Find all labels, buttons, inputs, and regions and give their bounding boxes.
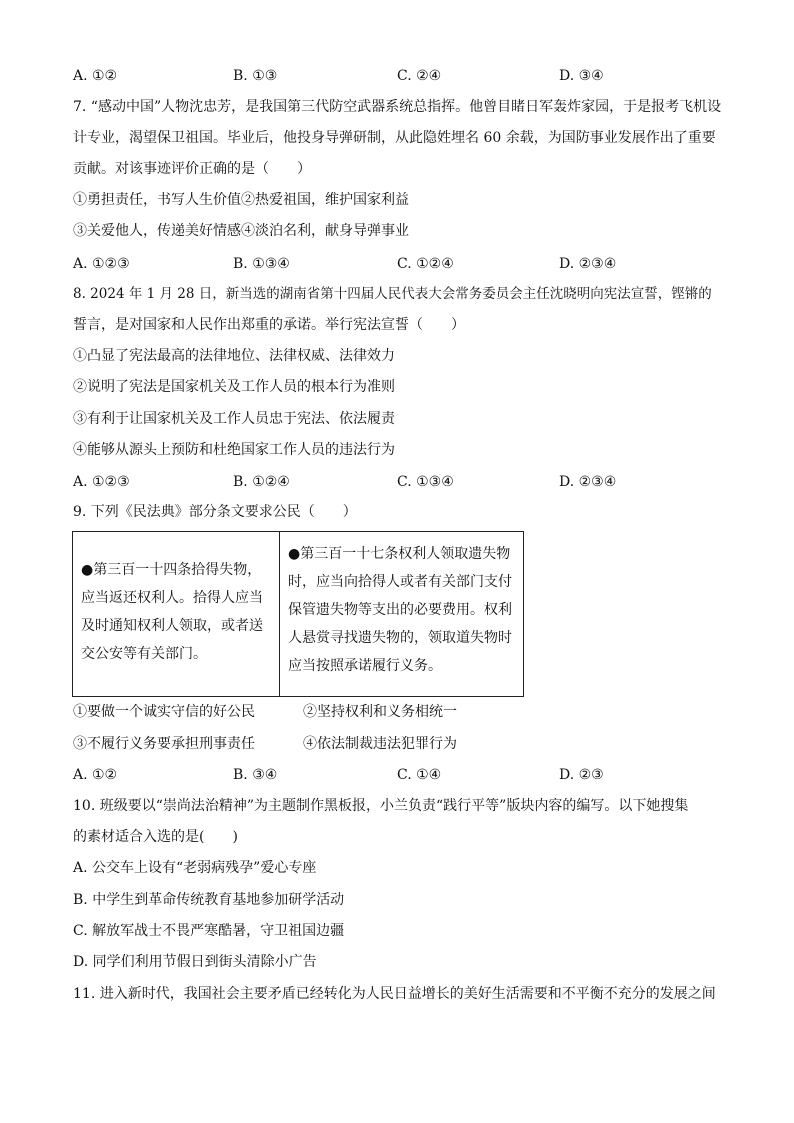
q9-options — [73, 765, 723, 785]
q8-statement-4: ④能够从源头上预防和杜绝国家工作人员的违法行为 — [73, 442, 395, 458]
q9-statement-2: ②坚持权利和义务相统一 — [303, 704, 457, 720]
q8-option-c: C. ①③④ — [397, 474, 454, 490]
q6-option-b: B. ①③ — [233, 68, 278, 84]
q10-choice-b: B. 中学生到革命传统教育基地参加研学活动 — [73, 892, 345, 908]
q8-statement-2: ②说明了宪法是国家机关及工作人员的根本行为准则 — [73, 379, 395, 395]
article-317-cell: ●第三百一十七条权利人领取遗失物时，应当向拾得人或者有关部门支付保管遗失物等支出的必要费用。权利人悬赏寻找遗失物的，领取道失物时应当按照承诺履行义务。 — [280, 532, 524, 697]
q9-option-a: A. ①② — [73, 767, 118, 783]
q10-choice-a: A. 公交车上设有“老弱病残孕”爱心专座 — [73, 860, 317, 876]
q8-statement-3: ③有利于让国家机关及工作人员忠于宪法、依法履责 — [73, 411, 395, 427]
q8-options — [73, 472, 723, 492]
q10-choice-d: D. 同学们利用节假日到街头清除小广告 — [73, 954, 317, 970]
q8-stem-line-2: 誓言，是对国家和人民作出郑重的承诺。举行宪法宣誓（ ） — [73, 317, 465, 333]
q9-statements-row-2 — [73, 734, 723, 754]
q9-statement-3: ③不履行义务要承担刑事责任 — [73, 736, 255, 752]
q8-stem-line-1: 8. 2024 年 1 月 28 日，新当选的湖南省第十四届人民代表大会常务委员会主任沈晓明向宪法宣誓，铿锵的 — [73, 286, 712, 302]
q7-option-b: B. ①③④ — [233, 256, 290, 272]
q8-statement-1: ①凸显了宪法最高的法律地位、法律权威、法律效力 — [73, 348, 395, 364]
q9-option-b: B. ③④ — [233, 767, 278, 783]
q10-stem-line-1: 10. 班级要以“崇尚法治精神”为主题制作黑板报，小兰负责“践行平等”版块内容的编写。以下她搜集 — [73, 798, 689, 814]
q7-stem-line-3: 贡献。对该事迹评价正确的是（ ） — [73, 161, 311, 177]
q10-stem-line-2: 的素材适合入选的是( ) — [73, 829, 238, 845]
q9-option-d: D. ②③ — [559, 767, 604, 783]
q8-option-a: A. ①②③ — [73, 474, 130, 490]
table-row — [73, 532, 524, 697]
q6-option-c: C. ②④ — [397, 68, 442, 84]
q6-option-a: A. ①② — [73, 68, 118, 84]
q8-option-d: D. ②③④ — [559, 474, 617, 490]
q7-options — [73, 254, 723, 274]
q7-option-c: C. ①②④ — [397, 256, 454, 272]
q9-option-c: C. ①④ — [397, 767, 442, 783]
q9-statement-1: ①要做一个诚实守信的好公民 — [73, 704, 255, 720]
q9-statement-4: ④依法制裁违法犯罪行为 — [303, 736, 457, 752]
q7-option-d: D. ②③④ — [559, 256, 617, 272]
q9-stem: 9. 下列《民法典》部分条文要求公民（ ） — [73, 504, 357, 520]
q9-statements-row-1 — [73, 702, 723, 722]
article-314-cell: ●第三百一十四条拾得失物，应当返还权利人。拾得人应当及时通知权利人领取，或者送交公安等有关部门。 — [73, 532, 280, 697]
q6-options — [73, 66, 723, 86]
q10-choice-c: C. 解放军战士不畏严寒酷暑，守卫祖国边疆 — [73, 923, 345, 939]
q6-option-d: D. ③④ — [559, 68, 604, 84]
q8-option-b: B. ①②④ — [233, 474, 290, 490]
q7-stem-line-1: 7. “感动中国”人物沈忠芳，是我国第三代防空武器系统总指挥。他曾目睹日军轰炸家园，于是报考飞机设 — [73, 99, 722, 115]
q7-statement-1: ①勇担责任，书写人生价值②热爱祖国，维护国家利益 — [73, 192, 409, 208]
q11-stem-line-1: 11. 进入新时代，我国社会主要矛盾已经转化为人民日益增长的美好生活需要和不平衡不充分的发展之间 — [73, 986, 716, 1002]
q7-stem-line-2: 计专业，渴望保卫祖国。毕业后，他投身导弹研制，从此隐姓埋名 60 余载，为国防事业发展作出了重要 — [73, 130, 716, 146]
q7-option-a: A. ①②③ — [73, 256, 130, 272]
civil-code-table — [72, 531, 524, 697]
q7-statement-2: ③关爱他人，传递美好情感④淡泊名利，献身导弹事业 — [73, 223, 409, 239]
